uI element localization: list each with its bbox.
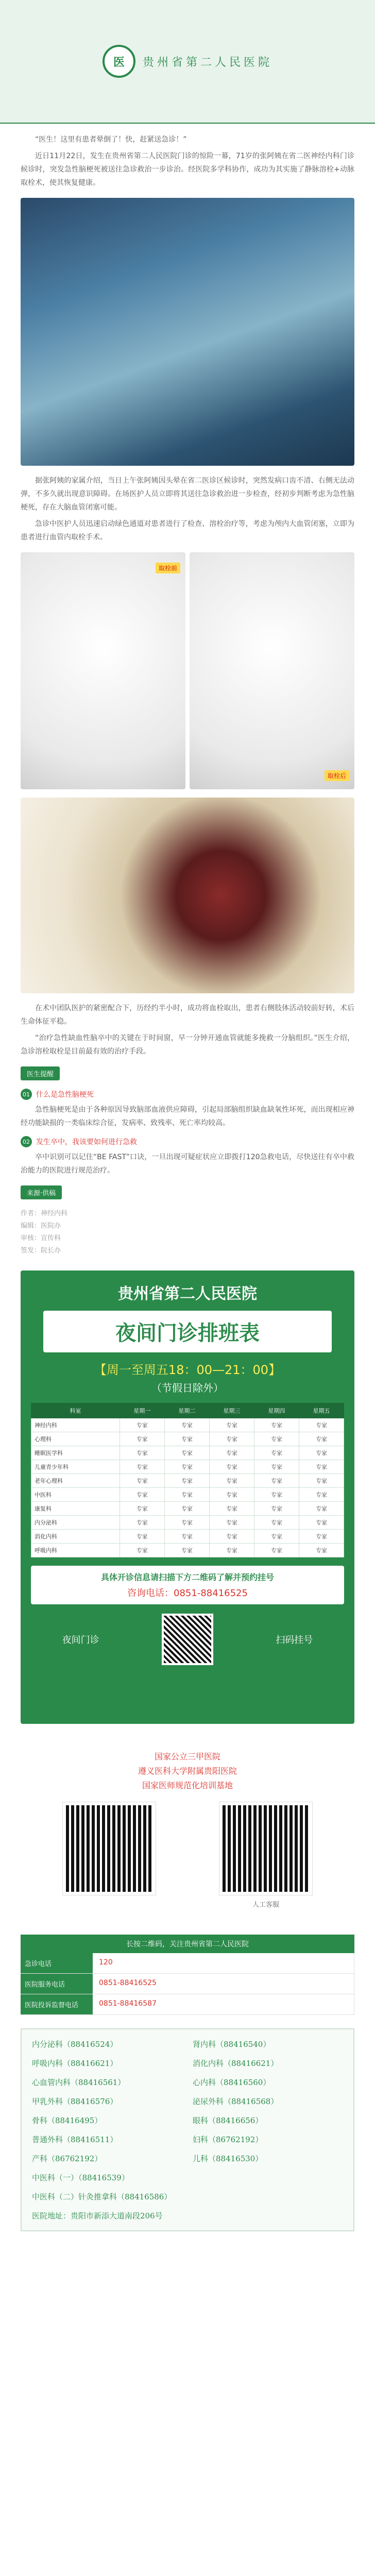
schedule-cell: 专家 [120,1502,164,1516]
hospital-name: 贵州省第二人民医院 [142,56,272,69]
hospital-seal-icon: 医 [103,45,135,78]
schedule-cell: 专家 [120,1488,164,1502]
schedule-cell: 专家 [209,1544,254,1557]
schedule-cell: 专家 [164,1474,209,1488]
schedule-dept-cell: 神经内科 [31,1418,120,1432]
schedule-cell: 专家 [164,1488,209,1502]
schedule-cell: 专家 [164,1446,209,1460]
schedule-row [31,1418,344,1432]
schedule-cell: 专家 [164,1530,209,1544]
department-phone: 心内科（88416560） [193,2078,271,2087]
body-paragraph: 在术中团队医护的紧密配合下，历经约半小时，成功将血栓取出，患者右侧肢体活动较前好转，术后生命体征平稳。 [21,1004,354,1026]
service-qr-code[interactable] [219,1802,312,1895]
schedule-cell: 专家 [299,1432,344,1446]
schedule-cell: 专家 [120,1418,164,1432]
hospital-header [0,0,375,124]
body-paragraph: “治疗急性缺血性脑卒中的关键在于时间窗，早一分钟开通血管就能多挽救一分脑组织。”医生介绍，急诊溶栓取栓是目前最有效的治疗手段。 [21,1034,354,1056]
sub-text-1 [0,1103,375,1130]
schedule-row [31,1530,344,1544]
meta-reviewer: 审核：宣传科 [21,1234,61,1242]
schedule-cell: 专家 [299,1516,344,1530]
schedule-dept-cell: 老年心理科 [31,1474,120,1488]
department-grid [32,2039,343,2164]
sub-paragraph: 卒中识别可以记住“BE FAST”口诀，一旦出现可疑症状应立即拨打120急救电话，尽快送往有卒中救治能力的医院进行规范治疗。 [21,1153,354,1175]
number-badge: 01 [21,1089,32,1100]
schedule-header-row [31,1403,344,1418]
schedule-cell: 专家 [209,1530,254,1544]
qr-row [31,1802,344,1909]
source-tag: 来源·供稿 [21,1185,62,1199]
poster-phone: 咨询电话：0851-88416525 [127,1588,248,1599]
schedule-cell: 专家 [254,1446,299,1460]
schedule-cell: 专家 [164,1418,209,1432]
qr-title-2: 遵义医科大学附属贵阳医院 [138,1766,237,1776]
department-phone: 心血管内科（88416561） [32,2078,126,2087]
schedule-row [31,1460,344,1474]
article-meta [0,1205,375,1260]
contact-label: 医院投诉监督电话 [21,1994,93,2014]
subheading-text: 发生卒中，我该要如何进行急救 [36,1138,137,1146]
schedule-cell: 专家 [299,1460,344,1474]
schedule-cell: 专家 [120,1460,164,1474]
schedule-cell: 专家 [299,1488,344,1502]
schedule-cell: 专家 [254,1432,299,1446]
subheading-1 [0,1086,375,1103]
body-text-2 [0,1002,375,1058]
qr-title-1: 国家公立三甲医院 [154,1752,220,1761]
department-full-list [32,2172,343,2221]
schedule-row [31,1432,344,1446]
schedule-cell: 专家 [209,1460,254,1474]
qr-right [219,1802,312,1909]
department-phone: 妇科（86762192） [193,2135,263,2144]
schedule-dept-cell: 中医科 [31,1488,120,1502]
department-phone: 产科（86762192） [32,2154,103,2163]
schedule-cell: 专家 [209,1432,254,1446]
schedule-col-header: 星期三 [209,1403,254,1418]
schedule-cell: 专家 [209,1488,254,1502]
schedule-cell: 专家 [164,1502,209,1516]
meta-chief: 签发：院长办 [21,1247,61,1255]
schedule-cell: 专家 [120,1446,164,1460]
registration-qr-code[interactable] [162,1614,213,1665]
department-phone: 中医科（二）针灸推拿科（88416586） [32,2192,172,2201]
qr-title-3: 国家医师规范化培训基地 [142,1781,233,1790]
qr-caption-right: 人工客服 [252,1901,279,1909]
subheading-text: 什么是急性脑梗死 [36,1091,94,1099]
schedule-cell: 专家 [209,1502,254,1516]
schedule-cell: 专家 [254,1544,299,1557]
schedule-cell: 专家 [164,1516,209,1530]
schedule-cell: 专家 [120,1530,164,1544]
department-phone: 内分泌科（88416524） [32,2040,118,2049]
schedule-cell: 专家 [120,1432,164,1446]
department-phone: 普通外科（88416511） [32,2135,118,2144]
schedule-row [31,1474,344,1488]
night-clinic-poster [21,1270,354,1724]
hospital-logo [103,45,272,78]
department-phone: 泌尿外科（88416568） [193,2097,279,2106]
contact-value[interactable]: 120 [93,1953,354,1973]
contact-value[interactable]: 0851-88416587 [93,1994,354,2014]
number-badge: 02 [21,1136,32,1147]
contact-value[interactable]: 0851-88416525 [93,1974,354,1994]
qr-left [63,1802,156,1909]
schedule-cell: 专家 [299,1418,344,1432]
schedule-col-header: 星期四 [254,1403,299,1418]
department-phone: 肾内科（88416540） [193,2040,271,2049]
meta-author: 作者：神经内科 [21,1210,68,1217]
meta-editor: 编辑：医院办 [21,1222,61,1230]
schedule-cell: 专家 [299,1530,344,1544]
after-label: 取栓后 [325,770,349,781]
night-clinic-label: 夜间门诊 [62,1635,99,1646]
schedule-row [31,1516,344,1530]
schedule-row [31,1488,344,1502]
doctor-reminder-tag: 医生提醒 [21,1066,60,1080]
department-phone: 骨科（88416495） [32,2116,103,2125]
schedule-dept-cell: 消化内科 [31,1530,120,1544]
schedule-cell: 专家 [164,1544,209,1557]
schedule-cell: 专家 [120,1516,164,1530]
schedule-dept-cell: 儿童青少年科 [31,1460,120,1474]
poster-footer [31,1566,344,1604]
schedule-cell: 专家 [164,1460,209,1474]
body-text [0,474,375,544]
body-paragraph: 据张阿姨的家属介绍，当日上午张阿姨因头晕在省二医诊区候诊时，突然发病口齿不清、右侧无法动弹，不多久就出现意识障碍。在场医护人员立即将其送往急诊救治进一步检查，经初步判断考虑为急性脑梗死，存在大脑血管闭塞可能。 [21,477,354,512]
contact-row [21,1994,354,2015]
contact-row [21,1953,354,1974]
poster-title: 夜间门诊排班表 [43,1311,331,1352]
schedule-cell: 专家 [299,1446,344,1460]
schedule-cell: 专家 [209,1516,254,1530]
poster-time: 【周一至周五18：00—21：00】 [94,1363,281,1377]
contact-row [21,1974,354,1994]
schedule-cell: 专家 [299,1502,344,1516]
poster-footer-note: 具体开诊信息请扫描下方二维码了解并预约挂号 [100,1572,274,1582]
schedule-col-header: 星期一 [120,1403,164,1418]
angiography-images [21,552,354,789]
schedule-dept-cell: 内分泌科 [31,1516,120,1530]
angiography-before [21,552,185,789]
schedule-cell: 专家 [254,1530,299,1544]
sub-paragraph: 急性脑梗死是由于各种原因导致脑部血液供应障碍，引起局部脑组织缺血缺氧性坏死，而出现相应神经功能缺损的一类临床综合征，发病率、致残率、死亡率均较高。 [21,1106,354,1127]
wechat-qr-code[interactable] [63,1802,156,1895]
schedule-cell: 专家 [254,1488,299,1502]
schedule-col-header: 星期二 [164,1403,209,1418]
thrombus-photo [21,798,354,993]
department-phone: 消化内科（88416621） [193,2059,279,2068]
intro-paragraph: 近日11月22日，发生在贵州省第二人民医院门诊的惊险一幕，71岁的张阿姨在省二医神经内科门诊候诊时，突发急性脑梗死被送往急诊救治一步诊治。经医院多学科协作，成功为其实施了静脉溶栓+动脉取栓术，使其恢复健康。 [21,152,354,187]
intro-text [0,133,375,190]
contact-label: 急诊电话 [21,1953,93,1973]
schedule-row [31,1502,344,1516]
department-phone: 眼科（88416656） [193,2116,263,2125]
schedule-cell: 专家 [209,1446,254,1460]
schedule-cell: 专家 [254,1516,299,1530]
schedule-cell: 专家 [209,1474,254,1488]
poster-holiday-note: （节假日除外） [151,1382,224,1394]
schedule-row [31,1446,344,1460]
schedule-cell: 专家 [254,1418,299,1432]
department-phone: 中医科（一）（88416539） [32,2173,129,2182]
schedule-body [31,1418,344,1557]
department-phone: 儿科（88416530） [193,2154,263,2163]
schedule-dept-cell: 康复科 [31,1502,120,1516]
schedule-cell: 专家 [299,1474,344,1488]
subheading-2 [0,1133,375,1150]
poster-hospital-name: 贵州省第二人民医院 [118,1285,257,1303]
schedule-cell: 专家 [254,1502,299,1516]
schedule-col-header: 星期五 [299,1403,344,1418]
schedule-cell: 专家 [254,1460,299,1474]
poster-actions [31,1614,344,1665]
body-paragraph: 急诊中医护人员迅速启动绿色通道对患者进行了检查、溶栓治疗等，考虑为颅内大血管闭塞，立即为患者进行血管内取栓手术。 [21,520,354,541]
schedule-cell: 专家 [120,1474,164,1488]
angiography-after [190,552,354,789]
schedule-row [31,1544,344,1557]
before-label: 取栓前 [156,563,180,573]
department-phone: 呼吸内科（88416621） [32,2059,118,2068]
schedule-cell: 专家 [120,1544,164,1557]
surgery-photo [21,198,354,466]
scan-register-label: 扫码挂号 [276,1635,313,1646]
schedule-cell: 专家 [209,1418,254,1432]
contact-banner: 长按二维码，关注贵州省第二人民医院 [21,1935,354,1953]
schedule-table [31,1403,344,1557]
schedule-cell: 专家 [299,1544,344,1557]
schedule-cell: 专家 [164,1432,209,1446]
schedule-dept-cell: 睡眠医学科 [31,1446,120,1460]
qr-section [21,1739,354,1919]
department-directory [21,2028,354,2231]
sub-text-2 [0,1150,375,1177]
contact-label: 医院服务电话 [21,1974,93,1994]
schedule-col-header: 科室 [31,1403,120,1418]
schedule-cell: 专家 [254,1474,299,1488]
intro-paragraph: “医生！这里有患者晕倒了！快，赶紧送急诊！” [35,135,187,144]
hospital-address: 医院地址：贵阳市新添大道南段206号 [32,2211,163,2221]
schedule-dept-cell: 呼吸内科 [31,1544,120,1557]
department-phone: 甲乳外科（88416576） [32,2097,118,2106]
schedule-dept-cell: 心理科 [31,1432,120,1446]
